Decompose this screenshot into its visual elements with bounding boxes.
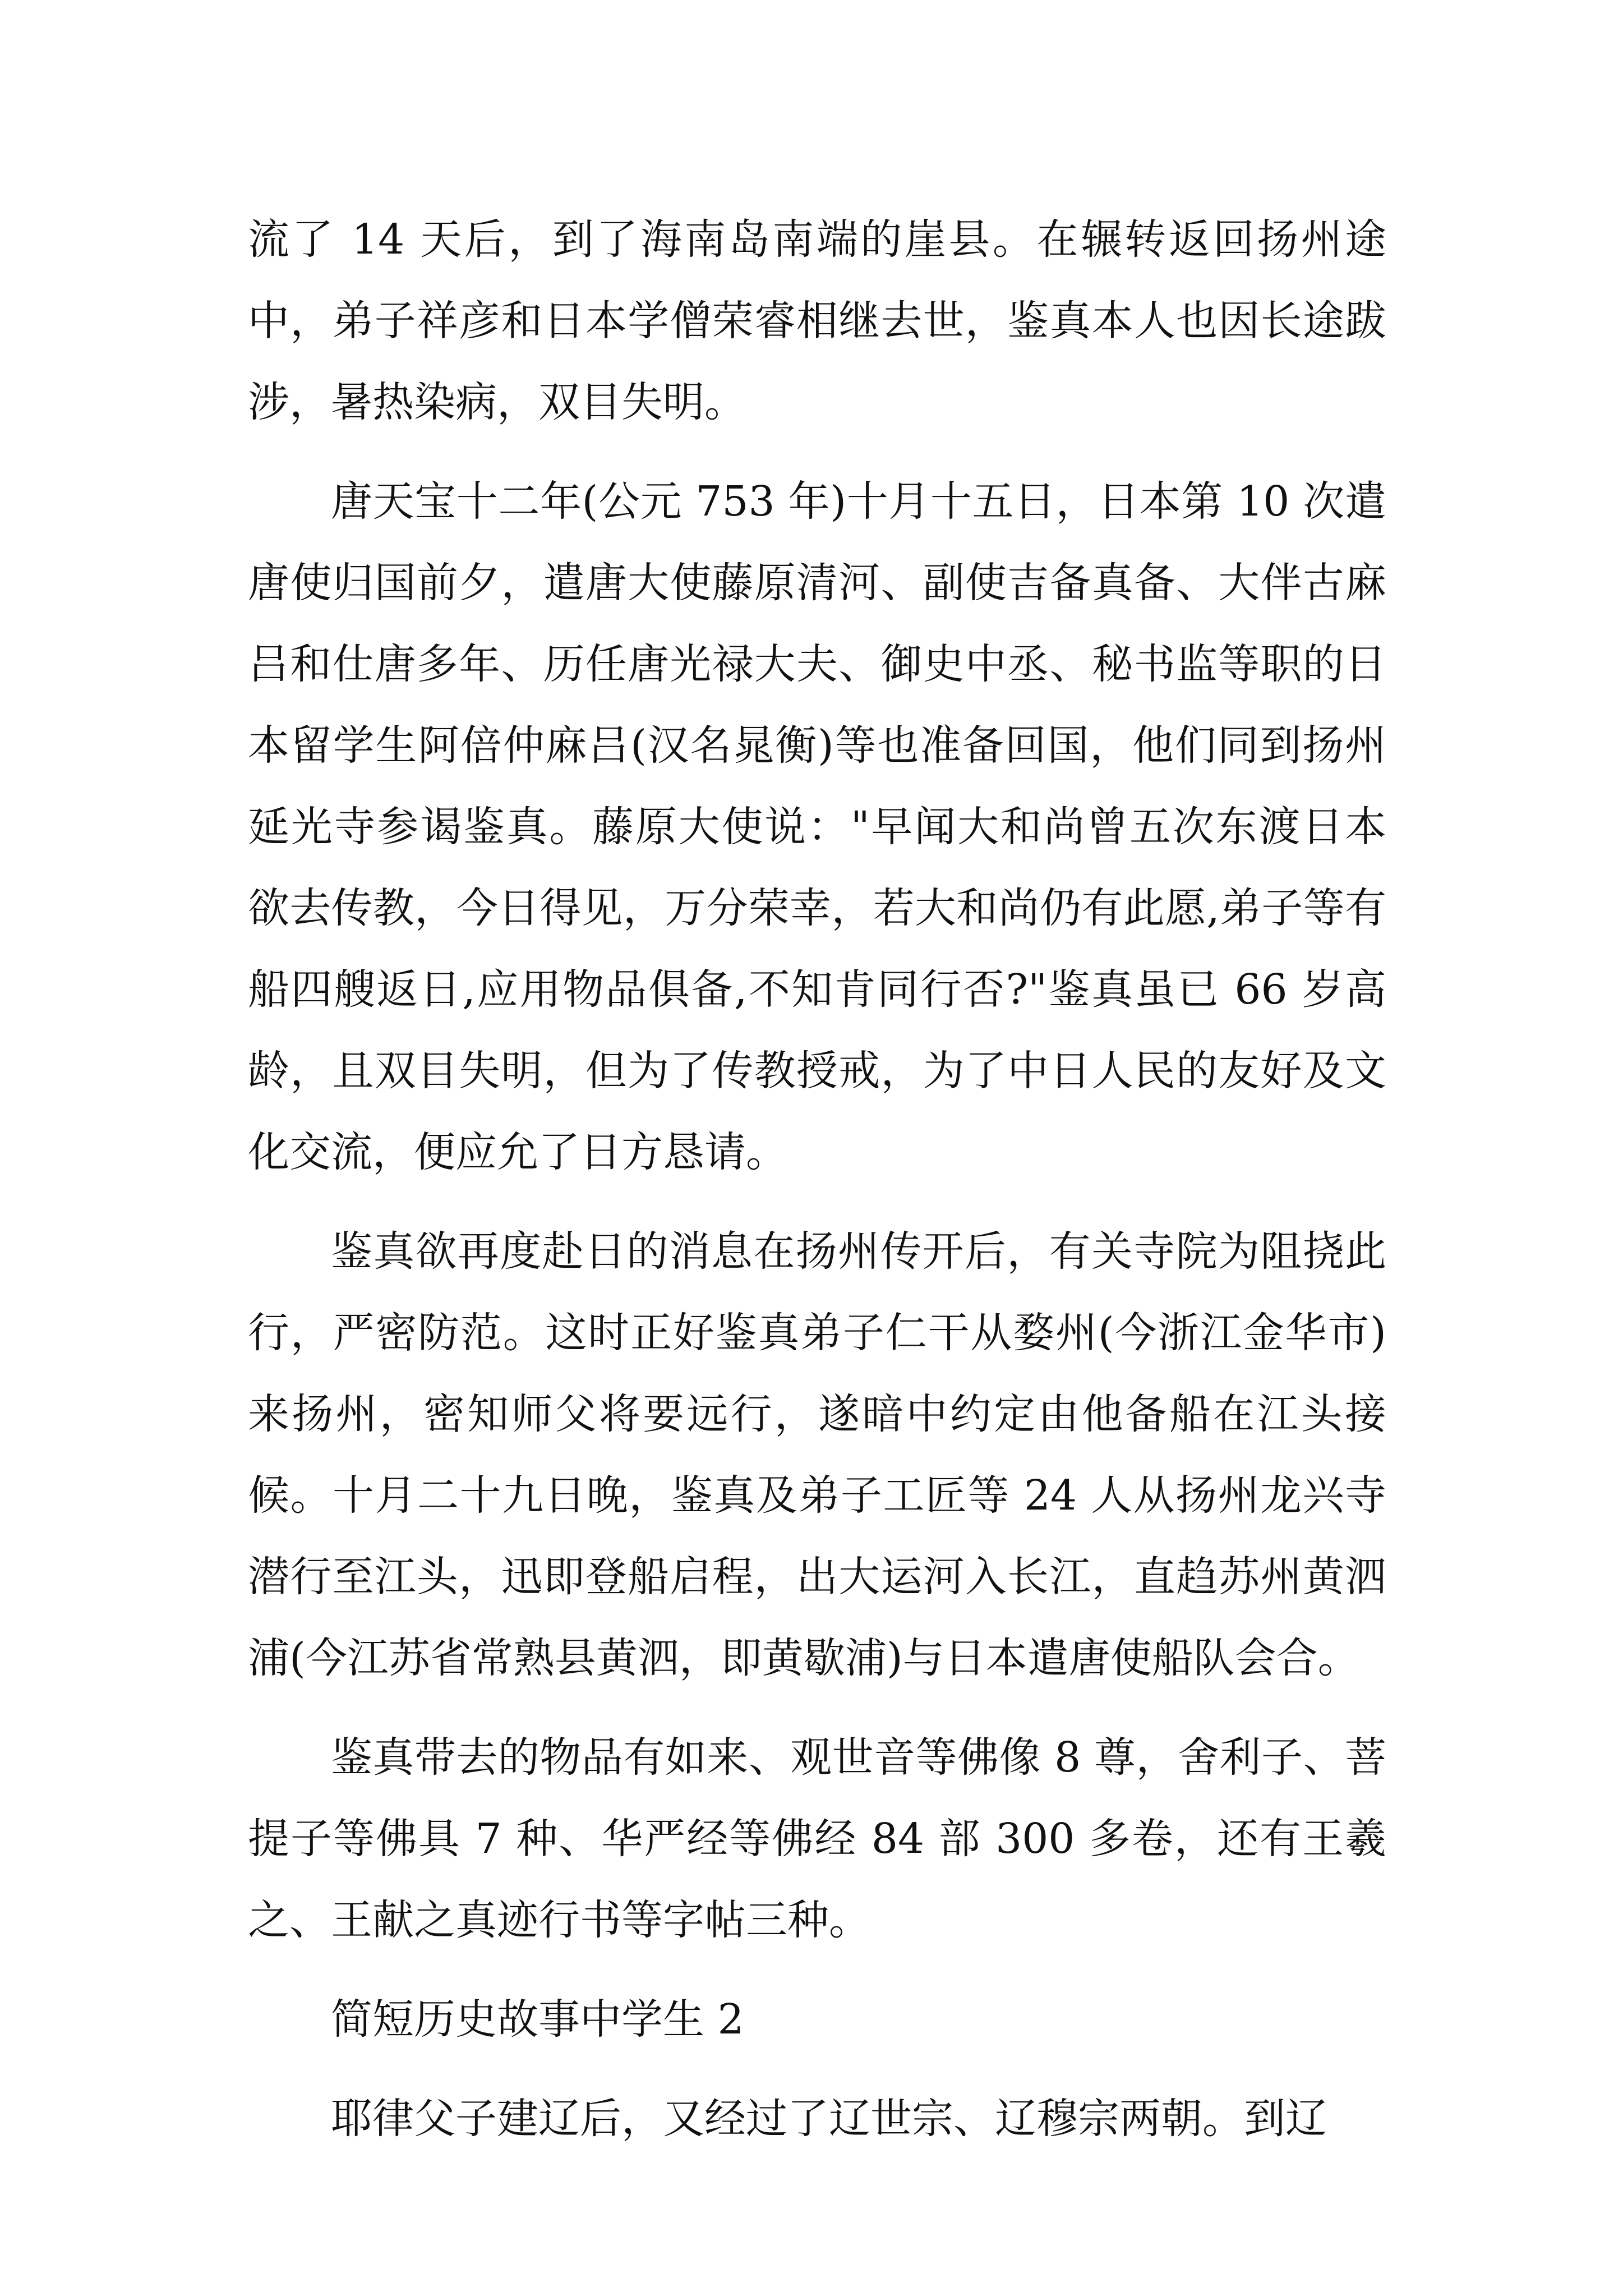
section-heading: 简短历史故事中学生 2 — [331, 1995, 744, 2044]
paragraph-2: 唐天宝十二年(公元 753 年)十月十五日，日本第 10 次遣唐使归国前夕，遣唐大使藤原清河、副使吉备真备、大伴古麻吕和仕唐多年、历任唐光禄大夫、御史中丞、秘书监等职的日本留学生阿倍仲麻吕(汉名晁衡)等也准备回国，他们同到扬州延光寺参谒鉴真。藤原大使说："早闻大和尚曾五次东渡日本欲去传教，今日得见，万分荣幸，若大和尚仍有此愿,弟子等有船四艘返日,应用物品俱备,不知肯同行否?"鉴真虽已 66 岁高龄，且双目失明，但为了传教授戒，为了中日人民的友好及文化交流，便应允了日方恳请。 — [248, 477, 1386, 1176]
paragraph-5: 耶律父子建辽后，又经过了辽世宗、辽穆宗两朝。到辽 — [331, 2095, 1327, 2143]
paragraph-4: 鉴真带去的物品有如来、观世音等佛像 8 尊，舍利子、菩提子等佛具 7 种、华严经等佛经 84 部 300 多卷，还有王羲之、王献之真迹行书等字帖三种。 — [248, 1733, 1386, 1944]
document-body — [248, 199, 1386, 2178]
paragraph-3: 鉴真欲再度赴日的消息在扬州传开后，有关寺院为阻挠此行，严密防范。这时正好鉴真弟子仁干从婺州(今浙江金华市)来扬州，密知师父将要远行，遂暗中约定由他备船在江头接候。十月二十九日晚，鉴真及弟子工匠等 24 人从扬州龙兴寺潜行至江头，迅即登船启程，出大运河入长江，直趋苏州黄泗浦(今江苏省常熟县黄泗，即黄歇浦)与日本遣唐使船队会合。 — [248, 1227, 1386, 1682]
paragraph-1: 流了 14 天后，到了海南岛南端的崖县。在辗转返回扬州途中，弟子祥彦和日本学僧荣睿相继去世，鉴真本人也因长途跋涉，暑热染病，双目失明。 — [248, 215, 1386, 426]
